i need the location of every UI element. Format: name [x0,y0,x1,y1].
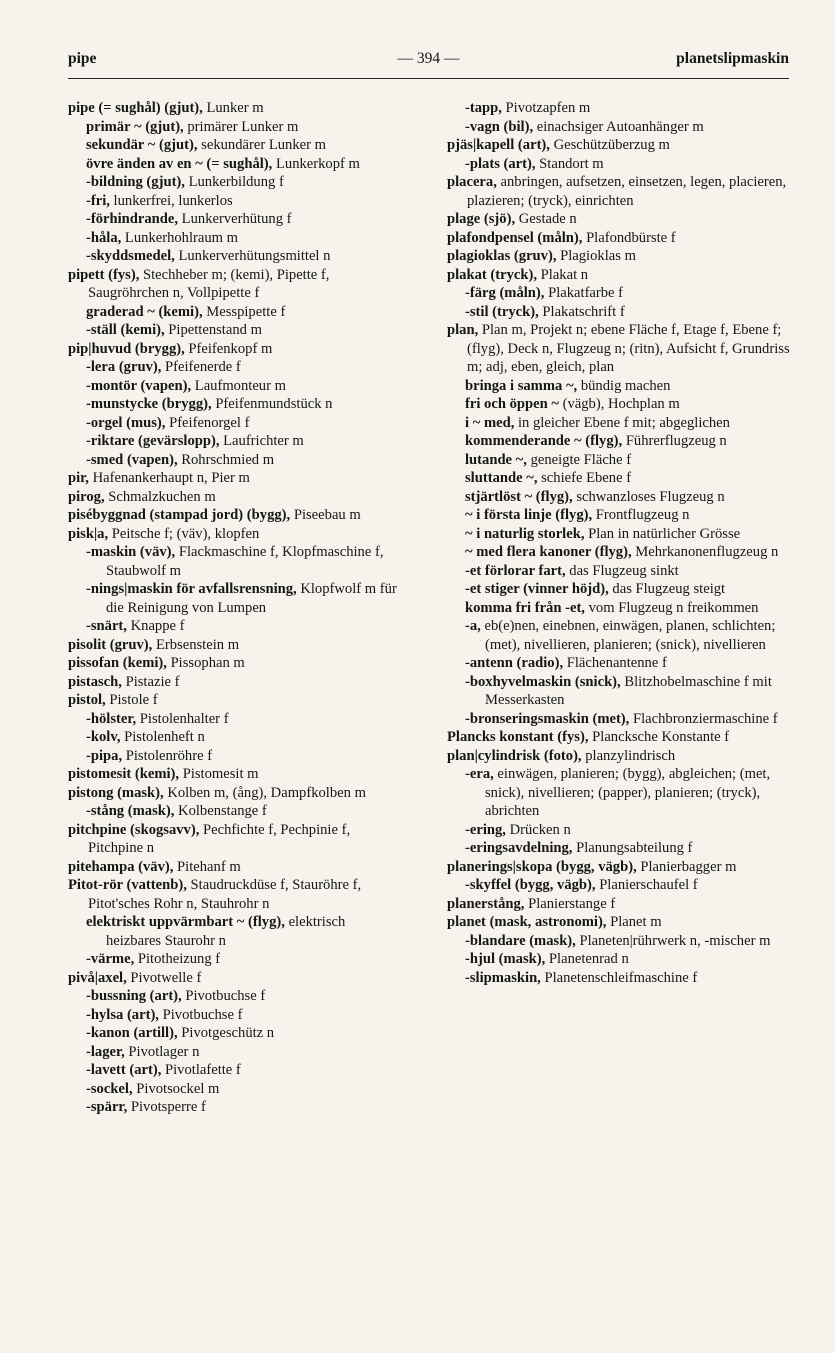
entry-translation: Pfeifenerde f [161,359,241,375]
entry-headword: stjärtlöst ~ (flyg), [465,488,573,505]
entry-translation: einachsiger Autoanhänger m [533,118,704,135]
entry-headword: -era, [465,766,494,782]
header-first-word: pipe [68,50,97,67]
entry-translation: Pistolenröhre f [122,747,213,764]
entry-translation: Pistolenhalter f [136,710,229,727]
entry-headword: pirog, [68,488,105,505]
dictionary-entry [447,654,797,673]
dictionary-entry [68,414,402,433]
entry-headword: pistomesit (kemi), [68,766,180,782]
entry-translation: Plakatfarbe f [544,285,624,301]
dictionary-entry [68,654,402,673]
entry-translation: in gleicher Ebene f mit; abgeglichen [514,414,730,431]
entry-translation: elektrisch heizbares Staurohr n [106,914,346,949]
dictionary-entry [68,765,402,784]
entry-translation: Pipettenstand m [164,322,262,338]
entry-translation: Plancksche Konstante f [588,729,730,745]
dictionary-entry [68,488,402,507]
dictionary-entry [68,506,402,525]
entry-headword: pivå|axel, [68,969,127,986]
entry-translation: Kolben m, (ång), Dampfkolben m [163,784,366,801]
entry-headword: -lavett (art), [86,1062,162,1078]
entry-translation: Lunkerkopf m [272,155,360,172]
entry-translation: Pitehanf m [173,858,241,875]
entry-translation: Planetenschleifmaschine f [540,969,698,986]
dictionary-entry [68,358,402,377]
entry-translation: Rohrschmied m [177,451,275,468]
entry-translation: anbringen, aufsetzen, einsetzen, legen, placieren, plazieren; (tryck), einrichten [467,174,787,209]
dictionary-entry [447,747,797,766]
entry-translation: planzylindrisch [581,747,676,764]
entry-headword: -plats (art), [465,155,536,172]
dictionary-entry [447,765,797,821]
entry-headword: pitehampa (väv), [68,858,174,875]
dictionary-entry [447,414,797,433]
entry-headword: pipe (= sughål) (gjut), [68,100,203,116]
entry-headword: -antenn (radio), [465,655,564,671]
entry-headword: ~ i naturlig storlek, [465,525,585,542]
entry-translation: Pistazie f [121,673,180,690]
entry-translation: Mehrkanonenflugzeug n [631,544,779,560]
entry-headword: pisk|a, [68,525,109,542]
entry-translation: Lunkerhohlraum m [121,229,239,246]
dictionary-entry [68,377,402,396]
dictionary-entry [68,728,402,747]
dictionary-entry [68,136,402,155]
entry-translation: bündig machen [577,377,671,394]
entry-headword: -spärr, [86,1099,128,1115]
entry-translation: Drücken n [505,821,571,838]
entry-translation: eb(e)nen, einebnen, einwägen, planen, schlichten; (met), nivellieren, planieren; (snick), nivellieren [480,618,776,653]
entry-headword: -hylsa (art), [86,1006,159,1023]
entry-translation: Pivotbuchse f [158,1006,243,1023]
entry-headword: i ~ med, [465,414,515,431]
entry-translation: Flachbronziermaschine f [629,710,778,727]
left-column [68,99,402,1117]
entry-translation: Planierschaufel f [595,877,698,893]
dictionary-entry [447,229,797,248]
entry-headword: pistol, [68,692,106,708]
dictionary-entry [447,673,797,710]
entry-headword: graderad ~ (kemi), [86,303,203,320]
dictionary-entry [68,987,402,1006]
entry-translation: einwägen, planieren; (bygg), abgleichen; (met, snick), nivellieren; (papper), planieren; (tryck), abrichten [485,766,771,819]
dictionary-entry [68,636,402,655]
entry-translation: lunkerfrei, lunkerlos [109,192,233,209]
entry-headword: pisébyggnad (stampad jord) (bygg), [68,507,291,523]
entry-translation: Pivotwelle f [126,969,202,986]
entry-translation: Erbsenstein m [152,636,240,653]
dictionary-entry [447,876,797,895]
dictionary-entry [68,210,402,229]
dictionary-entry [68,710,402,729]
entry-headword: sekundär ~ (gjut), [86,137,198,153]
entry-headword: -ering, [465,821,506,838]
entry-headword: -hjul (mask), [465,951,546,967]
entry-translation: schwanzloses Flugzeug n [572,488,725,505]
entry-headword: -riktare (gevärslopp), [86,433,220,449]
entry-headword: plagioklas (gruv), [447,248,557,264]
entry-translation: Lunker m [202,100,264,116]
dictionary-entry [447,932,797,951]
entry-translation: Staudruckdüse f, Stauröhre f, Pitot'sches Rohr n, Stauhrohr n [88,877,362,912]
entry-headword: ~ i första linje (flyg), [465,507,593,523]
entry-translation: Pfeifenkopf m [184,340,273,357]
entry-headword: pisolit (gruv), [68,636,153,653]
entry-headword: plafondpensel (måln), [447,229,583,246]
dictionary-entry [68,99,402,118]
entry-headword: ~ med flera kanoner (flyg), [465,544,632,560]
entry-headword: pissofan (kemi), [68,655,167,671]
entry-translation: Hafenankerhaupt n, Pier m [88,470,250,486]
dictionary-entry [68,395,402,414]
entry-headword: -et stiger (vinner höjd), [465,581,609,597]
dictionary-entry [68,784,402,803]
dictionary-entry [447,913,797,932]
entry-translation: Pivotsockel m [132,1080,220,1097]
dictionary-entry [68,1006,402,1025]
entry-headword: -maskin (väv), [86,544,176,560]
entry-translation: Pivotsperre f [127,1099,206,1115]
entry-translation: Schmalzkuchen m [104,488,216,505]
dictionary-entry [447,506,797,525]
entry-headword: -a, [465,618,481,634]
entry-translation: Pfeifenmundstück n [211,396,333,412]
entry-translation: Planierbagger m [636,858,737,875]
entry-headword: pitchpine (skogsavv), [68,821,200,838]
entry-headword: -eringsavdelning, [465,840,573,856]
dictionary-entry [68,1098,402,1117]
entry-translation: Stechheber m; (kemi), Pipette f, Saugröhrchen n, Vollpipette f [88,266,330,301]
entry-translation: Pivotgeschütz n [177,1025,275,1041]
dictionary-entry [68,155,402,174]
dictionary-entry [447,266,797,285]
dictionary-entry [68,173,402,192]
entry-translation: das Flugzeug sinkt [565,562,679,579]
entry-headword: pjäs|kapell (art), [447,137,550,153]
dictionary-entry [447,469,797,488]
entry-translation: Plan m, Projekt n; ebene Fläche f, Etage f, Ebene f; (flyg), Deck n, Flugzeug n; (ritn), Aufsicht f, Grundriss m; adj, eben, gleich, plan [467,322,790,375]
entry-headword: -montör (vapen), [86,377,192,394]
dictionary-entry [68,340,402,359]
entry-translation: Planet m [606,914,662,930]
dictionary-entry [68,876,402,913]
dictionary-entry [447,895,797,914]
entry-translation: Plakat n [537,266,589,283]
entry-headword: -lera (gruv), [86,359,162,375]
dictionary-entry [447,155,797,174]
entry-translation: Geschützüberzug m [549,137,670,153]
entry-headword: planerings|skopa (bygg, vägb), [447,858,637,875]
dictionary-entry [68,1080,402,1099]
entry-headword: -kolv, [86,729,121,745]
entry-translation: Planetenrad n [545,951,629,967]
dictionary-entry [447,580,797,599]
dictionary-entry [68,858,402,877]
entry-headword: -slipmaskin, [465,969,541,986]
entry-translation: Plan in natürlicher Grösse [584,525,741,542]
dictionary-entry [447,395,797,414]
entry-headword: kommenderande ~ (flyg), [465,433,623,449]
entry-translation: Knappe f [126,618,185,634]
entry-translation: Frontflugzeug n [592,507,690,523]
entry-translation: Pivotbuchse f [181,988,266,1004]
entry-headword: -stång (mask), [86,803,175,819]
entry-translation: primärer Lunker m [183,118,299,135]
entry-headword: -vagn (bil), [465,118,534,135]
dictionary-entry [68,969,402,988]
entry-headword: -blandare (mask), [465,932,576,949]
entry-headword: -hölster, [86,710,137,727]
entry-headword: planerstång, [447,895,525,912]
dictionary-entry [68,303,402,322]
entry-headword: -smed (vapen), [86,451,178,468]
dictionary-entry [68,802,402,821]
entry-translation: Lunkerverhütung f [178,211,292,227]
dictionary-entry [68,1061,402,1080]
entry-translation: Pivotlager n [124,1043,200,1060]
entry-headword: Plancks konstant (fys), [447,729,589,745]
entry-headword: -sockel, [86,1080,133,1097]
dictionary-entry [447,710,797,729]
entry-translation: Klopfwolf m für die Reinigung von Lumpen [106,581,397,616]
entry-headword: plakat (tryck), [447,266,537,283]
dictionary-entry [447,377,797,396]
dictionary-entry [68,1024,402,1043]
entry-headword: -stil (tryck), [465,303,539,320]
entry-headword: -ställ (kemi), [86,322,165,338]
entry-translation: Planeten|rührwerk n, -mischer m [575,932,771,949]
entry-translation: Pissophan m [166,655,245,671]
dictionary-entry [68,525,402,544]
dictionary-entry [68,691,402,710]
entry-translation: Standort m [535,155,604,172]
entry-headword: -bildning (gjut), [86,174,185,190]
entry-headword: -skyffel (bygg, vägb), [465,877,596,893]
entry-headword: -nings|maskin för avfallsrensning, [86,581,297,597]
header-rule [68,78,789,79]
entry-headword: komma fri från -et, [465,599,585,616]
entry-headword: primär ~ (gjut), [86,118,184,135]
dictionary-entry [68,229,402,248]
dictionary-entry [68,913,402,950]
dictionary-entry [447,617,797,654]
entry-headword: -boxhyvelmaskin (snick), [465,673,621,690]
entry-headword: övre änden av en ~ (= sughål), [86,155,273,172]
entry-translation: sekundärer Lunker m [197,137,326,153]
entry-headword: -värme, [86,951,135,967]
dictionary-entry [68,469,402,488]
entry-translation: Gestade n [515,211,577,227]
entry-translation: Lunkerbildung f [184,174,284,190]
entry-headword: planet (mask, astronomi), [447,914,607,930]
entry-translation: Pfeifenorgel f [165,414,250,431]
entry-translation: Laufrichter m [219,433,304,449]
entry-headword: -lager, [86,1043,125,1060]
entry-translation: Pivotlafette f [161,1062,241,1078]
entry-headword: placera, [447,174,497,190]
entry-translation: Plagioklas m [556,248,636,264]
entry-headword: bringa i samma ~, [465,377,578,394]
dictionary-entry [68,266,402,303]
entry-headword: -pipa, [86,747,123,764]
entry-headword: -fri, [86,192,110,209]
entry-translation: Messpipette f [202,303,286,320]
entry-headword: -orgel (mus), [86,414,166,431]
entry-translation: Pitotheizung f [134,951,221,967]
entry-headword: pistong (mask), [68,784,164,801]
entry-headword: pistasch, [68,673,122,690]
entry-translation: geneigte Fläche f [526,451,632,468]
entry-headword: pir, [68,470,89,486]
entry-translation: Flächenantenne f [563,655,667,671]
entry-translation: Pistomesit m [179,766,259,782]
dictionary-entry [447,839,797,858]
dictionary-entry [447,247,797,266]
entry-headword: pip|huvud (brygg), [68,340,185,357]
entry-translation: Pechfichte f, Pechpinie f, Pitchpine n [88,821,351,856]
entry-headword: -förhindrande, [86,211,179,227]
entry-headword: -bussning (art), [86,988,182,1004]
entry-headword: plage (sjö), [447,211,516,227]
dictionary-entry [447,303,797,322]
dictionary-entry [68,950,402,969]
dictionary-entry [447,488,797,507]
dictionary-entry [68,432,402,451]
dictionary-entry [68,192,402,211]
header-last-word: planetslipmaskin [676,50,789,67]
dictionary-entry [68,580,402,617]
entry-translation: Kolbenstange f [174,803,267,819]
dictionary-entry [447,118,797,137]
dictionary-entry [447,210,797,229]
dictionary-entry [447,562,797,581]
entry-headword: -bronseringsmaskin (met), [465,710,630,727]
dictionary-entry [447,858,797,877]
entry-headword: -munstycke (brygg), [86,396,212,412]
entry-translation: (vägb), Hochplan m [558,396,680,412]
entry-translation: Planierstange f [524,895,616,912]
entry-translation: Pistolenheft n [120,729,205,745]
entry-translation: Führerflugzeug n [622,433,727,449]
dictionary-entry [68,118,402,137]
dictionary-entry [447,432,797,451]
entry-translation: Piseebau m [290,507,361,523]
dictionary-entry [447,969,797,988]
dictionary-entry [68,673,402,692]
entry-translation: Pivotzapfen m [501,100,591,116]
entry-headword: Pitot-rör (vattenb), [68,877,187,893]
entry-headword: -tapp, [465,100,502,116]
right-column [447,99,797,987]
entry-translation: Plakatschrift f [538,303,625,320]
entry-translation: das Flugzeug steigt [608,581,726,597]
dictionary-entry [68,451,402,470]
entry-headword: fri och öppen ~ [465,396,559,412]
page-header [68,50,789,76]
dictionary-entry [447,321,797,377]
entry-headword: sluttande ~, [465,470,538,486]
dictionary-entry [68,1043,402,1062]
entry-headword: plan, [447,322,479,338]
page-number: — 394 — [397,50,460,67]
dictionary-entry [447,525,797,544]
dictionary-entry [68,821,402,858]
entry-headword: elektriskt uppvärmbart ~ (flyg), [86,914,285,930]
entry-headword: -håla, [86,229,122,246]
dictionary-entry [447,284,797,303]
entry-translation: Plafondbürste f [582,229,676,246]
dictionary-entry [447,136,797,155]
dictionary-entry [68,543,402,580]
dictionary-entry [447,599,797,618]
entry-translation: Laufmonteur m [191,377,286,394]
entry-translation: Blitzhobelmaschine f mit Messerkasten [485,673,772,708]
dictionary-entry [68,617,402,636]
dictionary-entry [447,451,797,470]
entry-headword: -färg (måln), [465,285,545,301]
dictionary-entry [447,99,797,118]
entry-headword: -et förlorar fart, [465,562,566,579]
dictionary-entry [68,247,402,266]
entry-headword: plan|cylindrisk (foto), [447,747,582,764]
entry-headword: -snärt, [86,618,127,634]
dictionary-entry [68,747,402,766]
dictionary-entry [447,173,797,210]
entry-translation: vom Flugzeug n freikommen [584,599,759,616]
dictionary-entry [447,543,797,562]
entry-translation: Lunkerverhütungsmittel n [174,248,331,264]
entry-translation: Flackmaschine f, Klopfmaschine f, Staubwolf m [106,544,384,579]
dictionary-entry [447,821,797,840]
entry-translation: Peitsche f; (väv), klopfen [108,525,260,542]
dictionary-entry [447,728,797,747]
entry-headword: -kanon (artill), [86,1025,178,1041]
dictionary-entry [68,321,402,340]
entry-headword: lutande ~, [465,451,527,468]
entry-translation: Planungsabteilung f [572,840,693,856]
entry-headword: pipett (fys), [68,266,140,283]
entry-translation: Pistole f [105,692,158,708]
dictionary-entry [447,950,797,969]
entry-headword: -skyddsmedel, [86,248,175,264]
entry-translation: schiefe Ebene f [537,470,632,486]
